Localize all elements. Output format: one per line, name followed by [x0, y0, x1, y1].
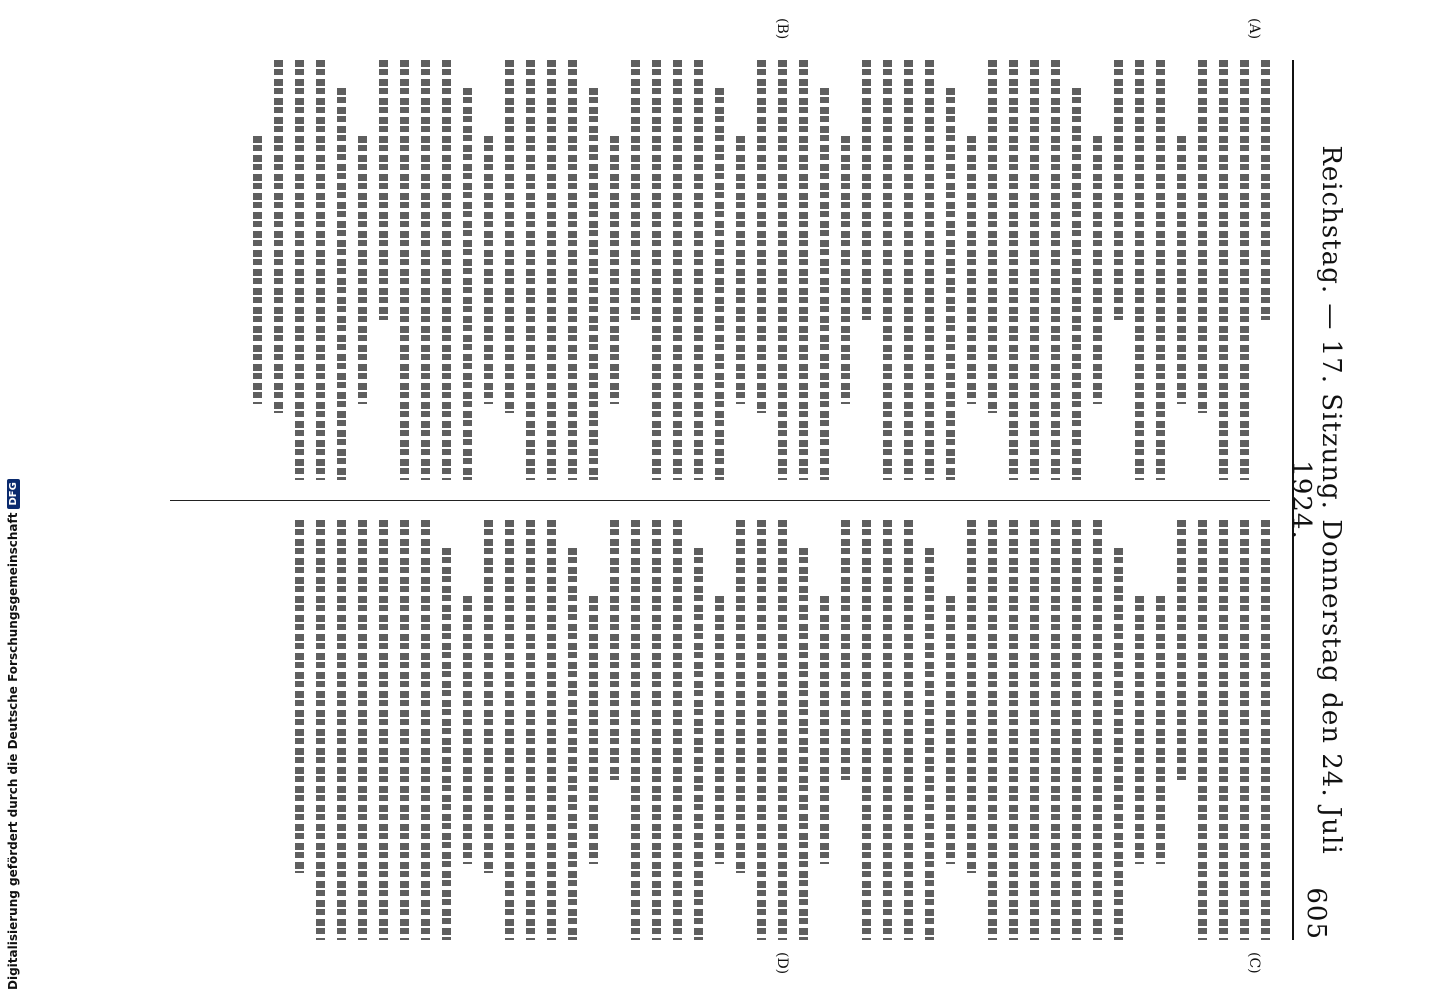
text-line: [694, 548, 703, 940]
margin-letter-d: (D): [774, 952, 790, 975]
text-line: [1177, 136, 1186, 405]
text-line: [736, 136, 745, 405]
text-line: [1177, 520, 1186, 780]
text-line: [400, 520, 409, 940]
text-line: [1156, 596, 1165, 865]
text-line: [568, 548, 577, 940]
text-line: [1030, 60, 1039, 480]
text-line: [715, 596, 724, 865]
text-line: [883, 520, 892, 940]
text-line: [820, 88, 829, 480]
text-line: [946, 88, 955, 480]
text-line: [1093, 520, 1102, 940]
running-head-title: Reichstag. — 17. Sitzung. Donnerstag den 24. Juli 1924.: [1286, 145, 1346, 855]
text-line: [862, 520, 871, 940]
text-line: [379, 520, 388, 940]
text-line: [547, 520, 556, 940]
column-divider: [170, 500, 1270, 501]
text-line: [778, 60, 787, 480]
text-line: [1072, 520, 1081, 940]
running-head: [1286, 60, 1346, 940]
text-line: [1093, 136, 1102, 405]
text-line: [673, 520, 682, 940]
text-line: [358, 136, 367, 405]
text-line: [1240, 520, 1249, 940]
text-line: [694, 60, 703, 480]
text-line: [862, 60, 871, 320]
text-line: [1051, 60, 1060, 480]
text-line: [631, 520, 640, 940]
text-line: [652, 520, 661, 940]
text-line: [442, 548, 451, 940]
text-line: [526, 60, 535, 480]
text-line: [1261, 60, 1270, 320]
text-line: [337, 88, 346, 480]
text-line: [1051, 520, 1060, 940]
text-line: [316, 60, 325, 480]
text-line: [904, 520, 913, 940]
text-line: [316, 520, 325, 940]
text-line: [1198, 60, 1207, 413]
text-line: [841, 520, 850, 780]
text-line: [295, 60, 304, 480]
text-line: [442, 60, 451, 480]
text-line: [484, 136, 493, 405]
text-line: [1135, 60, 1144, 480]
text-line: [1240, 60, 1249, 480]
text-line: [568, 60, 577, 480]
text-line: [295, 520, 304, 873]
text-line: [610, 136, 619, 405]
text-line: [463, 596, 472, 865]
text-line: [715, 88, 724, 480]
text-line: [610, 520, 619, 780]
text-line: [484, 520, 493, 873]
text-line: [841, 136, 850, 405]
text-line: [736, 520, 745, 873]
text-line: [757, 520, 766, 940]
text-line: [883, 60, 892, 480]
text-line: [757, 60, 766, 413]
text-line: [547, 60, 556, 480]
text-line: [1156, 60, 1165, 480]
text-line: [652, 60, 661, 480]
text-line: [589, 88, 598, 480]
text-line: [925, 60, 934, 480]
dfg-logo: DFG: [7, 479, 20, 508]
text-line: [274, 60, 283, 413]
rotated-page-content: [110, 0, 1350, 1000]
text-line: [631, 60, 640, 320]
text-line: [1072, 88, 1081, 480]
text-line: [253, 136, 262, 405]
text-line: [673, 60, 682, 480]
text-line: [967, 136, 976, 405]
margin-letter-b: (B): [774, 18, 790, 40]
text-line: [799, 548, 808, 940]
margin-letter-a: (A): [1246, 18, 1262, 40]
funding-text: Digitalisierung gefördert durch die Deutsche Forschungsgemeinschaft: [6, 512, 20, 990]
text-line: [421, 520, 430, 940]
text-line: [358, 520, 367, 940]
text-line: [988, 60, 997, 413]
text-line: [988, 520, 997, 940]
funding-notice: [2, 482, 24, 990]
margin-letter-c: (C): [1246, 952, 1262, 974]
text-column-left: [170, 60, 1270, 480]
text-line: [379, 60, 388, 320]
page-number: 605: [1301, 887, 1331, 940]
text-line: [1135, 596, 1144, 865]
text-line: [505, 520, 514, 940]
text-line: [799, 60, 808, 480]
text-column-right: [170, 520, 1270, 940]
text-line: [820, 596, 829, 865]
text-line: [925, 548, 934, 940]
text-line: [1009, 520, 1018, 940]
text-line: [421, 60, 430, 480]
text-line: [1114, 548, 1123, 940]
text-line: [463, 88, 472, 480]
text-line: [505, 60, 514, 413]
text-line: [1198, 520, 1207, 940]
text-line: [1009, 60, 1018, 480]
text-line: [1030, 520, 1039, 940]
text-line: [1219, 520, 1228, 940]
text-line: [400, 60, 409, 480]
text-line: [589, 596, 598, 865]
text-line: [1261, 520, 1270, 940]
text-line: [778, 520, 787, 940]
text-line: [946, 596, 955, 865]
text-line: [967, 520, 976, 873]
text-line: [526, 520, 535, 940]
text-line: [904, 60, 913, 480]
text-line: [337, 520, 346, 940]
text-line: [1114, 60, 1123, 320]
text-line: [1219, 60, 1228, 480]
